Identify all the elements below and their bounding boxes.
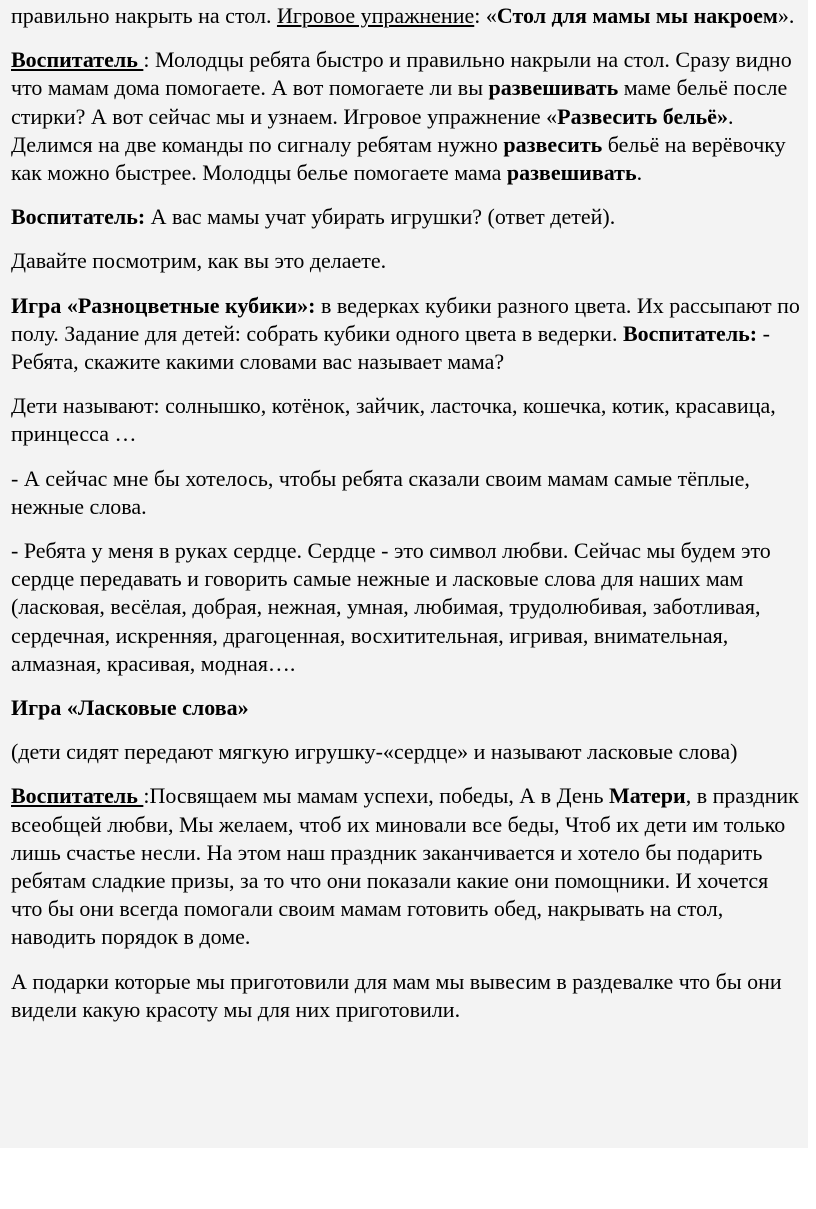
text: маме бельё после стирки? А вот сейчас мы и узнаем. Игровое упражнение « — [11, 75, 788, 129]
text: ». — [777, 3, 795, 28]
text: :Посвящаем мы мамам успехи, победы, А в День — [143, 783, 609, 809]
paragraph-gifts — [11, 968, 800, 1024]
text: в ведерках кубики разного цвета. Их рассыпают по полу. Задание для детей: собрать кубики одного цвета в ведерки. — [11, 292, 800, 346]
speaker-label: Воспитатель: — [11, 204, 146, 230]
exercise-label: Игровое упражнение — [276, 3, 475, 28]
text: Дети называют: солнышко, котёнок, зайчик, ласточка, кошечка, котик, красавица, принцесса … — [11, 393, 776, 447]
text: Давайте посмотрим, как вы это делаете. — [11, 248, 387, 274]
text: А вас мамы учат убирать игрушки? (ответ детей). — [145, 204, 616, 230]
text: : « — [474, 3, 497, 28]
game-title: Игра «Разноцветные кубики»: — [11, 292, 316, 318]
speaker-label: Воспитатель — [11, 47, 144, 73]
text: : Молодцы ребята быстро и правильно накрыли на стол. Сразу видно что мамам дома помогаете. А вот помогаете ли вы — [11, 47, 792, 101]
text: . — [636, 160, 643, 186]
text: - А сейчас мне бы хотелось, чтобы ребята сказали своим мамам самые тёплые, нежные слова. — [11, 465, 750, 519]
bold-word: развешивать — [506, 160, 637, 186]
text: - Ребята у меня в руках сердце. Сердце - это символ любви. Сейчас мы будем это сердце передавать и говорить самые нежные и ласковые слова для наших мам (ласковая, весёлая, добрая, нежная, умная, любимая, трудолюбивая, заботливая, сердечная, искренняя, драгоценная, восхитительная, игривая, внимательная, алмазная, красивая, модная…. — [11, 538, 771, 676]
paragraph-table-exercise — [11, 2, 800, 30]
exercise-title: Развесить бельё» — [557, 103, 728, 129]
paragraph-laundry-exercise — [11, 46, 800, 187]
text: (дети сидят передают мягкую игрушку-«сердце» и называют ласковые слова) — [11, 739, 738, 765]
exercise-title: Стол для мамы мы накроем — [496, 3, 778, 28]
text: А подарки которые мы приготовили для мам мы вывесим в раздевалке что бы они видели какую красоту мы для них приготовили. — [11, 968, 782, 1022]
paragraph-toys-question — [11, 203, 800, 231]
paragraph-game-description — [11, 738, 800, 766]
paragraph-closing — [11, 782, 800, 951]
bold-word: развесить — [503, 131, 603, 157]
speaker-label: Воспитатель: — [622, 320, 758, 346]
text: бельё на верёвочку как можно быстрее. Молодцы белье помогаете мама — [11, 131, 786, 186]
paragraph-heart — [11, 537, 800, 678]
paragraph-lets-see — [11, 247, 800, 275]
text: правильно накрыть на стол. — [11, 3, 277, 28]
paragraph-warm-words — [11, 465, 800, 521]
speaker-label: Воспитатель — [11, 783, 144, 809]
bold-word: Матери — [609, 783, 686, 809]
game-title: Игра «Ласковые слова» — [11, 695, 249, 721]
paragraph-gentle-words-game — [11, 694, 800, 722]
text: - Ребята, скажите какими словами вас называет мама? — [11, 320, 770, 375]
paragraph-cubes-game — [11, 292, 800, 377]
bold-word: развешивать — [488, 75, 619, 101]
text: . Делимся на две команды по сигналу ребятам нужно — [11, 103, 734, 157]
paragraph-children-answers — [11, 392, 800, 448]
text: , в праздник всеобщей любви, Мы желаем, чтоб их миновали все беды, Чтоб их дети им только лишь счастье несли. На этом наш праздник заканчивается и хотело бы подарить ребятам сладкие призы, за то что они показали какие они помощники. И хочется что бы они всегда помогали своим мамам готовить обед, накрывать на стол, наводить порядок в доме. — [11, 783, 799, 950]
